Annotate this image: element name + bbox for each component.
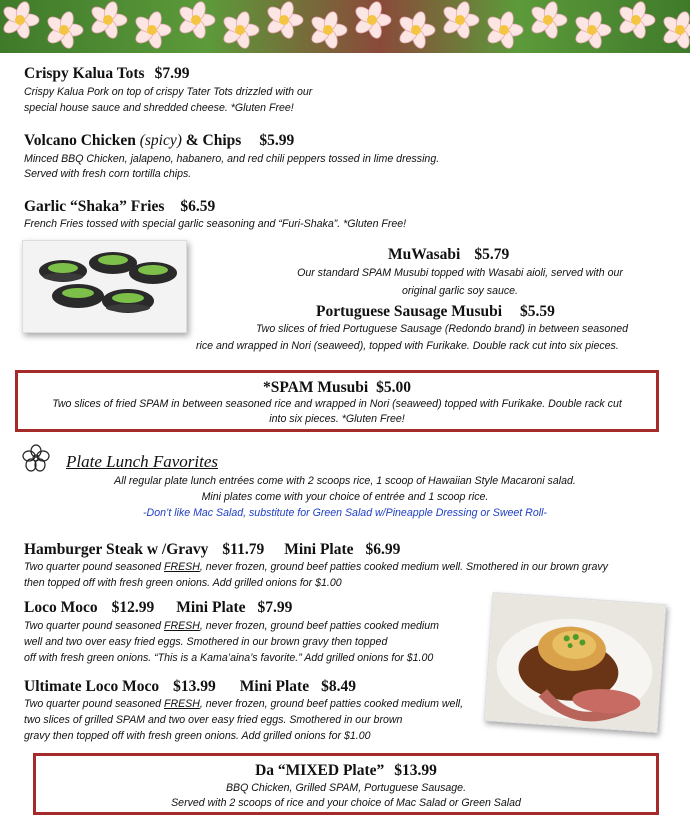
muwasabi-desc-1: Our standard SPAM Musubi topped with Wasabi aioli, served with our <box>297 267 623 279</box>
mini-plate-label: Mini Plate <box>284 541 354 558</box>
item-price: $11.79 <box>222 541 265 558</box>
mac-salad-substitute-note: -Don’t like Mac Salad, substitute for Green Salad w/Pineapple Dressing or Sweet Roll- <box>143 507 547 519</box>
fresh-emphasis: FRESH <box>163 561 200 573</box>
mixed-plate-title <box>36 762 656 780</box>
mini-plate-price: $7.99 <box>257 599 293 616</box>
plumeria-flower-icon <box>529 0 567 40</box>
volcano-chicken-title <box>24 132 294 150</box>
plumeria-flower-icon <box>1 0 39 40</box>
item-name: MuWasabi <box>388 246 461 263</box>
hamburger-steak-title <box>24 541 400 559</box>
floral-banner <box>0 0 690 53</box>
kalua-tots-desc-1: Crispy Kalua Pork on top of crispy Tater Tots drizzled with our <box>24 86 313 98</box>
plumeria-banner-icon <box>0 0 690 53</box>
item-name: Loco Moco <box>24 599 98 616</box>
item-price: $5.99 <box>259 132 295 149</box>
desc-text: Two quarter pound seasoned <box>24 620 164 632</box>
spicy-label: (spicy) <box>139 132 182 149</box>
item-name: Da “MIXED Plate” <box>255 762 385 779</box>
loco-moco-desc-1 <box>24 619 439 635</box>
muwasabi-photo <box>22 240 187 333</box>
muwasabi-title <box>388 246 509 264</box>
plumeria-flower-icon <box>661 10 690 50</box>
item-price: $5.79 <box>474 246 510 263</box>
portuguese-musubi-desc-1: Two slices of fried Portuguese Sausage (Redondo brand) in between seasoned <box>256 323 628 335</box>
volcano-chicken-desc-2: Served with fresh corn tortilla chips. <box>24 168 192 180</box>
loco-moco-photo-image <box>485 593 665 732</box>
mixed-plate-desc-1: BBQ Chicken, Grilled SPAM, Portuguese Sausage. <box>225 782 467 794</box>
mini-plate-label: Mini Plate <box>239 678 310 695</box>
loco-moco-title <box>24 599 292 617</box>
plumeria-flower-icon <box>353 0 391 40</box>
item-name: *SPAM Musubi <box>262 379 369 396</box>
spam-musubi-desc-2: into six pieces. *Gluten Free! <box>269 413 405 425</box>
plumeria-flower-icon <box>133 10 171 50</box>
item-name: Ultimate Loco Moco <box>24 678 160 695</box>
plumeria-flower-icon <box>177 0 215 40</box>
ultimate-loco-moco-desc-1 <box>24 697 463 713</box>
desc-text: , never frozen, ground beef patties cooked medium <box>199 620 439 632</box>
portuguese-musubi-title <box>316 303 555 321</box>
garlic-fries-title <box>24 198 215 216</box>
mini-plate-price: $8.49 <box>321 678 356 695</box>
plumeria-flower-icon <box>221 10 259 50</box>
desc-text: Two quarter pound seasoned <box>24 698 164 710</box>
mixed-plate-box <box>33 753 659 815</box>
volcano-chicken-desc-1: Minced BBQ Chicken, jalapeno, habanero, and red chili peppers tossed in lime dressing. <box>24 153 440 165</box>
desc-text: , never frozen, ground beef patties cooked medium well, <box>199 698 464 710</box>
item-price: $7.99 <box>154 65 190 82</box>
desc-text: Two quarter pound seasoned <box>24 561 164 573</box>
plumeria-flower-icon <box>309 10 347 50</box>
musubi-photo-image <box>23 241 186 332</box>
garlic-fries-desc: French Fries tossed with special garlic seasoning and “Furi-Shaka”. *Gluten Free! <box>24 218 407 230</box>
desc-text: , never frozen, ground beef patties cooked medium well. Smothered in our brown gravy <box>199 561 608 573</box>
plate-lunch-heading: Plate Lunch Favorites <box>66 452 219 471</box>
ultimate-loco-moco-desc-3: gravy then topped off with fresh green onions. Add grilled onions for $1.00 <box>24 730 371 742</box>
fresh-emphasis: FRESH <box>163 698 200 710</box>
item-name: Volcano Chicken <box>24 132 136 149</box>
item-name: Hamburger Steak w /Gravy <box>24 541 209 558</box>
item-price: $13.99 <box>173 678 216 695</box>
plate-lunch-note-2: Mini plates come with your choice of entrée and 1 scoop rice. <box>201 491 489 503</box>
plumeria-flower-icon <box>441 0 479 40</box>
mini-plate-label: Mini Plate <box>176 599 246 616</box>
plumeria-flower-icon <box>89 0 127 40</box>
portuguese-musubi-desc-2: rice and wrapped in Nori (seaweed), topped with Furikake. Double rack cut into six pieces. <box>196 340 619 352</box>
loco-moco-desc-3: off with fresh green onions. “This is a Kama’aina’s favorite.” Add grilled onions for $1.00 <box>24 652 434 664</box>
spam-musubi-title <box>18 379 656 397</box>
loco-moco-desc-2: well and two over easy fried eggs. Smothered in our brown gravy then topped <box>24 636 388 648</box>
mini-plate-price: $6.99 <box>365 541 401 558</box>
hamburger-steak-desc-1 <box>24 560 608 576</box>
item-name: Crispy Kalua Tots <box>24 65 145 82</box>
item-name: Portuguese Sausage Musubi <box>316 303 503 320</box>
plumeria-flower-icon <box>265 0 303 40</box>
item-price: $6.59 <box>180 198 216 215</box>
fresh-emphasis: FRESH <box>163 620 200 632</box>
item-price: $12.99 <box>111 599 155 616</box>
plumeria-flower-icon <box>485 10 523 50</box>
item-name-suffix: & Chips <box>185 132 242 149</box>
item-name: Garlic “Shaka” Fries <box>24 198 165 215</box>
mixed-plate-desc-2: Served with 2 scoops of rice and your choice of Mac Salad or Green Salad <box>171 797 521 809</box>
hamburger-steak-desc-2: then topped off with fresh green onions. Add grilled onions for $1.00 <box>24 577 342 589</box>
plumeria-flower-icon <box>45 10 83 50</box>
plumeria-flower-icon <box>573 10 611 50</box>
ultimate-loco-moco-desc-2: two slices of grilled SPAM and two over easy fried eggs. Smothered in our brown <box>24 714 403 726</box>
hibiscus-flower-icon <box>22 444 50 472</box>
spam-musubi-box <box>15 370 659 432</box>
plumeria-flower-icon <box>397 10 435 50</box>
plate-lunch-note-1: All regular plate lunch entrées come with 2 scoops rice, 1 scoop of Hawaiian Style Macaroni salad. <box>114 475 576 487</box>
ultimate-loco-moco-title <box>24 678 356 696</box>
kalua-tots-title <box>24 65 189 83</box>
loco-moco-photo <box>484 592 667 733</box>
kalua-tots-desc-2: special house sauce and shredded cheese. *Gluten Free! <box>24 102 294 114</box>
item-price: $13.99 <box>394 762 437 779</box>
item-price: $5.59 <box>520 303 555 320</box>
item-price: $5.00 <box>376 379 412 396</box>
plumeria-flower-icon <box>617 0 655 40</box>
muwasabi-desc-2: original garlic soy sauce. <box>402 285 518 297</box>
spam-musubi-desc-1: Two slices of fried SPAM in between seasoned rice and wrapped in Nori (seaweed) topped with Furikake. Double rack cut <box>52 398 622 410</box>
